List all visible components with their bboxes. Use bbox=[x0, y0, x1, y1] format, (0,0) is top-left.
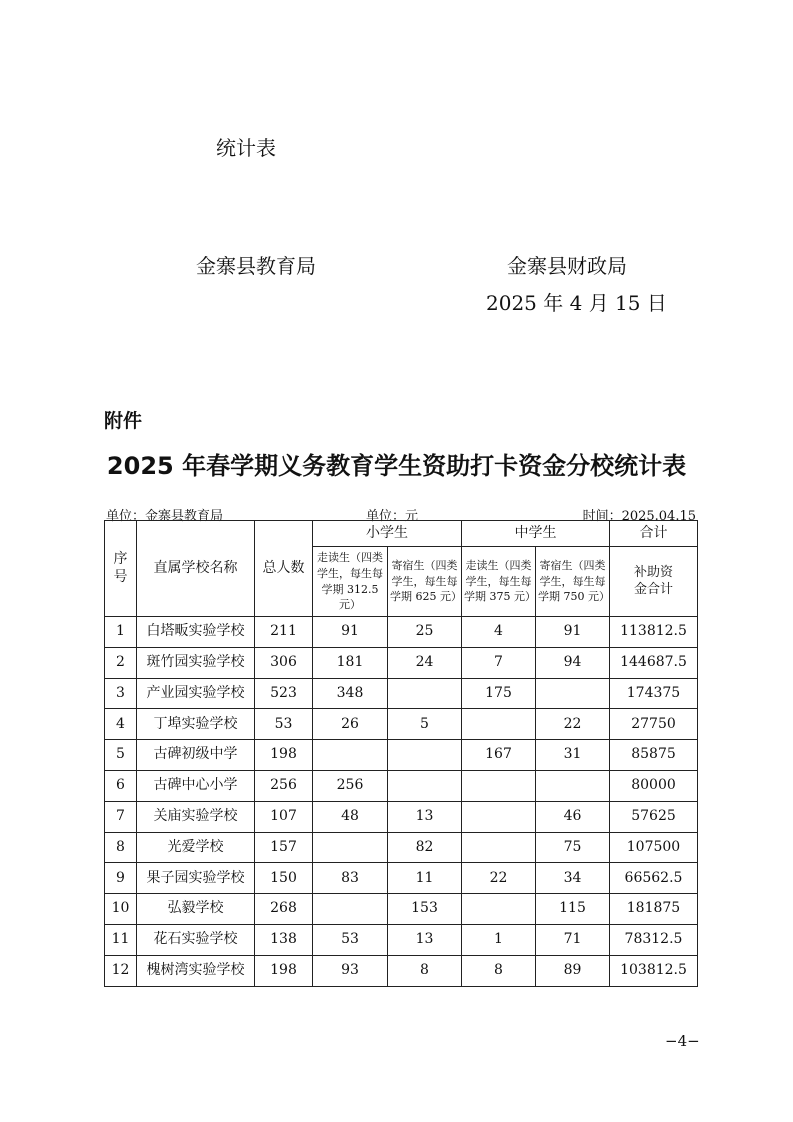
unit-money: 单位：元 bbox=[366, 509, 419, 524]
table-row bbox=[105, 832, 698, 863]
cell-m-board: 46 bbox=[536, 801, 610, 832]
cell-sum: 107500 bbox=[610, 832, 698, 863]
cell-school: 光爱学校 bbox=[137, 832, 255, 863]
cell-school: 弘毅学校 bbox=[137, 894, 255, 925]
attachment-label: 附件 bbox=[104, 410, 143, 432]
header-primary-board: 寄宿生（四类学生，每生每学期 625 元） bbox=[388, 547, 462, 617]
signature-date: 2025 年 4 月 15 日 bbox=[486, 291, 667, 315]
cell-school: 斑竹园实验学校 bbox=[137, 647, 255, 678]
cell-p-board bbox=[388, 740, 462, 771]
cell-p-day: 348 bbox=[313, 678, 388, 709]
cell-school: 槐树湾实验学校 bbox=[137, 955, 255, 986]
cell-m-board bbox=[536, 770, 610, 801]
cell-seq: 5 bbox=[105, 740, 137, 771]
cell-p-day: 91 bbox=[313, 617, 388, 648]
cell-total: 157 bbox=[255, 832, 313, 863]
document-title: 2025 年春学期义务教育学生资助打卡资金分校统计表 bbox=[106, 452, 687, 480]
cell-sum: 78312.5 bbox=[610, 924, 698, 955]
cell-school: 关庙实验学校 bbox=[137, 801, 255, 832]
cell-p-day bbox=[313, 894, 388, 925]
cell-total: 107 bbox=[255, 801, 313, 832]
cell-seq: 9 bbox=[105, 863, 137, 894]
unit-organization: 单位：金寨县教育局 bbox=[106, 509, 224, 524]
cell-seq: 6 bbox=[105, 770, 137, 801]
header-middle-day: 走读生（四类学生，每生每学期 375 元） bbox=[462, 547, 536, 617]
cell-p-board: 8 bbox=[388, 955, 462, 986]
cell-total: 523 bbox=[255, 678, 313, 709]
cell-seq: 12 bbox=[105, 955, 137, 986]
cell-m-day bbox=[462, 709, 536, 740]
header-middle-board: 寄宿生（四类学生，每生每学期 750 元） bbox=[536, 547, 610, 617]
table-row bbox=[105, 770, 698, 801]
cell-p-day bbox=[313, 740, 388, 771]
cell-total: 306 bbox=[255, 647, 313, 678]
cell-m-day: 1 bbox=[462, 924, 536, 955]
cell-m-day bbox=[462, 832, 536, 863]
finance-bureau-signature: 金寨县财政局 bbox=[507, 254, 627, 278]
cell-school: 古碑初级中学 bbox=[137, 740, 255, 771]
cell-m-day: 7 bbox=[462, 647, 536, 678]
cell-total: 138 bbox=[255, 924, 313, 955]
header-primary: 小学生 bbox=[313, 521, 462, 547]
cell-m-board: 89 bbox=[536, 955, 610, 986]
table-row bbox=[105, 740, 698, 771]
statistics-table-text: 统计表 bbox=[216, 136, 276, 160]
cell-p-board: 13 bbox=[388, 924, 462, 955]
header-school-name: 直属学校名称 bbox=[137, 521, 255, 617]
cell-school: 产业园实验学校 bbox=[137, 678, 255, 709]
table-row bbox=[105, 617, 698, 648]
cell-m-board: 91 bbox=[536, 617, 610, 648]
education-bureau-signature: 金寨县教育局 bbox=[196, 254, 316, 278]
cell-sum: 27750 bbox=[610, 709, 698, 740]
cell-sum: 80000 bbox=[610, 770, 698, 801]
cell-total: 211 bbox=[255, 617, 313, 648]
cell-m-day: 167 bbox=[462, 740, 536, 771]
cell-seq: 4 bbox=[105, 709, 137, 740]
cell-p-day: 48 bbox=[313, 801, 388, 832]
header-middle: 中学生 bbox=[462, 521, 610, 547]
cell-school: 丁埠实验学校 bbox=[137, 709, 255, 740]
table-row bbox=[105, 801, 698, 832]
cell-total: 256 bbox=[255, 770, 313, 801]
table-row bbox=[105, 647, 698, 678]
cell-seq: 3 bbox=[105, 678, 137, 709]
cell-p-day: 83 bbox=[313, 863, 388, 894]
cell-p-day: 93 bbox=[313, 955, 388, 986]
cell-m-board: 94 bbox=[536, 647, 610, 678]
cell-m-board: 75 bbox=[536, 832, 610, 863]
table-row bbox=[105, 678, 698, 709]
cell-school: 古碑中心小学 bbox=[137, 770, 255, 801]
cell-p-day bbox=[313, 832, 388, 863]
cell-p-board: 5 bbox=[388, 709, 462, 740]
cell-p-board: 153 bbox=[388, 894, 462, 925]
cell-p-board bbox=[388, 678, 462, 709]
cell-seq: 11 bbox=[105, 924, 137, 955]
cell-school: 花石实验学校 bbox=[137, 924, 255, 955]
header-seq: 序号 bbox=[105, 521, 137, 617]
cell-m-board: 115 bbox=[536, 894, 610, 925]
cell-sum: 144687.5 bbox=[610, 647, 698, 678]
cell-m-day: 22 bbox=[462, 863, 536, 894]
cell-seq: 10 bbox=[105, 894, 137, 925]
cell-school: 果子园实验学校 bbox=[137, 863, 255, 894]
cell-school: 白塔畈实验学校 bbox=[137, 617, 255, 648]
cell-seq: 2 bbox=[105, 647, 137, 678]
cell-p-board: 24 bbox=[388, 647, 462, 678]
cell-m-board: 31 bbox=[536, 740, 610, 771]
cell-p-day: 26 bbox=[313, 709, 388, 740]
cell-sum: 85875 bbox=[610, 740, 698, 771]
cell-p-board: 82 bbox=[388, 832, 462, 863]
subsidy-table bbox=[104, 520, 698, 987]
cell-m-day bbox=[462, 770, 536, 801]
cell-sum: 181875 bbox=[610, 894, 698, 925]
cell-m-board: 34 bbox=[536, 863, 610, 894]
cell-total: 53 bbox=[255, 709, 313, 740]
cell-p-day: 181 bbox=[313, 647, 388, 678]
cell-m-day: 8 bbox=[462, 955, 536, 986]
cell-seq: 8 bbox=[105, 832, 137, 863]
cell-total: 268 bbox=[255, 894, 313, 925]
cell-total: 198 bbox=[255, 740, 313, 771]
cell-p-board: 13 bbox=[388, 801, 462, 832]
cell-m-board bbox=[536, 678, 610, 709]
cell-sum: 113812.5 bbox=[610, 617, 698, 648]
cell-m-day bbox=[462, 894, 536, 925]
cell-p-board bbox=[388, 770, 462, 801]
table-date: 时间：2025.04.15 bbox=[582, 509, 696, 524]
cell-m-board: 22 bbox=[536, 709, 610, 740]
cell-total: 150 bbox=[255, 863, 313, 894]
cell-m-board: 71 bbox=[536, 924, 610, 955]
cell-seq: 7 bbox=[105, 801, 137, 832]
cell-sum: 174375 bbox=[610, 678, 698, 709]
cell-p-day: 53 bbox=[313, 924, 388, 955]
cell-p-day: 256 bbox=[313, 770, 388, 801]
cell-seq: 1 bbox=[105, 617, 137, 648]
table-row bbox=[105, 709, 698, 740]
cell-total: 198 bbox=[255, 955, 313, 986]
cell-sum: 66562.5 bbox=[610, 863, 698, 894]
cell-p-board: 25 bbox=[388, 617, 462, 648]
header-primary-day: 走读生（四类学生，每生每学期 312.5 元） bbox=[313, 547, 388, 617]
table-row bbox=[105, 955, 698, 986]
table-row bbox=[105, 924, 698, 955]
header-subsidy-total: 补助资金合计 bbox=[610, 547, 698, 617]
cell-sum: 57625 bbox=[610, 801, 698, 832]
header-sum: 合计 bbox=[610, 521, 698, 547]
cell-p-board: 11 bbox=[388, 863, 462, 894]
page-number: −4− bbox=[665, 1032, 700, 1050]
table-row bbox=[105, 863, 698, 894]
cell-m-day bbox=[462, 801, 536, 832]
table-row bbox=[105, 894, 698, 925]
cell-m-day: 175 bbox=[462, 678, 536, 709]
cell-sum: 103812.5 bbox=[610, 955, 698, 986]
header-total: 总人数 bbox=[255, 521, 313, 617]
cell-m-day: 4 bbox=[462, 617, 536, 648]
